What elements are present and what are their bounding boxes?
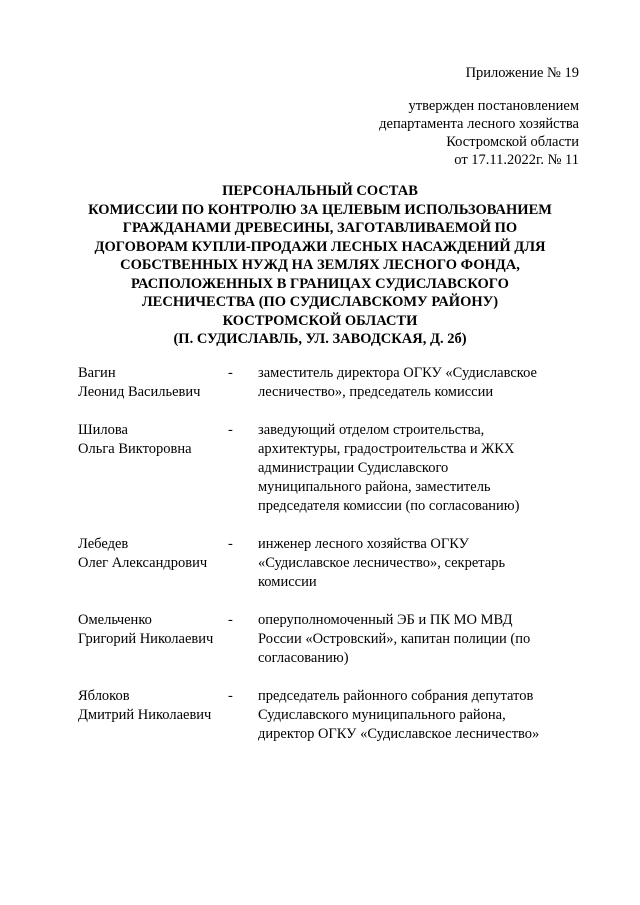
role-line: лесничество», председатель комиссии bbox=[258, 384, 494, 400]
dash-separator: - bbox=[228, 688, 233, 704]
role-line: Судиславского муниципального района, bbox=[258, 707, 506, 723]
member-surname: Шилова bbox=[78, 422, 128, 438]
approval-block bbox=[379, 97, 579, 169]
member-surname: Вагин bbox=[78, 365, 116, 381]
title-line: ДОГОВОРАМ КУПЛИ-ПРОДАЖИ ЛЕСНЫХ НАСАЖДЕНИЙ ДЛЯ bbox=[94, 238, 546, 255]
role-line: заведующий отделом строительства, bbox=[258, 422, 485, 438]
member-given-name: Григорий Николаевич bbox=[78, 631, 214, 647]
member-entry bbox=[78, 421, 578, 516]
role-line: председателя комиссии (по согласованию) bbox=[258, 498, 520, 514]
title-line: ГРАЖДАНАМИ ДРЕВЕСИНЫ, ЗАГОТАВЛИВАЕМОЙ ПО bbox=[122, 220, 518, 236]
role-line: председатель районного собрания депутатов bbox=[258, 688, 534, 704]
role-line: директор ОГКУ «Судиславское лесничество» bbox=[258, 726, 540, 742]
member-name bbox=[78, 687, 228, 744]
role-line: инженер лесного хозяйства ОГКУ bbox=[258, 536, 469, 552]
dash-separator: - bbox=[228, 536, 233, 552]
members-list bbox=[78, 364, 578, 763]
member-role bbox=[258, 421, 578, 516]
appendix-number: Приложение № 19 bbox=[465, 65, 579, 81]
member-given-name: Ольга Викторовна bbox=[78, 441, 192, 457]
title-line: КОМИССИИ ПО КОНТРОЛЮ ЗА ЦЕЛЕВЫМ ИСПОЛЬЗОВАНИЕМ bbox=[88, 201, 552, 218]
member-entry bbox=[78, 611, 578, 668]
member-role bbox=[258, 611, 578, 668]
role-line: оперуполномоченный ЭБ и ПК МО МВД bbox=[258, 612, 513, 628]
member-role bbox=[258, 364, 578, 402]
member-surname: Яблоков bbox=[78, 688, 130, 704]
approval-line: от 17.11.2022г. № 11 bbox=[454, 152, 579, 168]
member-name bbox=[78, 611, 228, 668]
document-title bbox=[60, 182, 580, 349]
title-line: ЛЕСНИЧЕСТВА (ПО СУДИСЛАВСКОМУ РАЙОНУ) bbox=[141, 294, 499, 310]
role-line: согласованию) bbox=[258, 650, 349, 666]
member-given-name: Леонид Васильевич bbox=[78, 384, 201, 400]
approval-line: утвержден постановлением bbox=[408, 98, 579, 114]
title-line: СОБСТВЕННЫХ НУЖД НА ЗЕМЛЯХ ЛЕСНОГО ФОНДА, bbox=[120, 257, 520, 273]
title-line: (П. СУДИСЛАВЛЬ, УЛ. ЗАВОДСКАЯ, Д. 2б) bbox=[173, 331, 467, 347]
member-name bbox=[78, 421, 228, 516]
role-line: комиссии bbox=[258, 574, 317, 590]
role-line: архитектуры, градостроительства и ЖКХ bbox=[258, 441, 515, 457]
member-given-name: Олег Александрович bbox=[78, 555, 208, 571]
member-entry bbox=[78, 364, 578, 402]
role-line: «Судиславское лесничество», секретарь bbox=[258, 555, 506, 571]
title-line: КОСТРОМСКОЙ ОБЛАСТИ bbox=[222, 312, 418, 329]
role-line: заместитель директора ОГКУ «Судиславское bbox=[258, 365, 537, 381]
title-line: РАСПОЛОЖЕННЫХ В ГРАНИЦАХ СУДИСЛАВСКОГО bbox=[131, 275, 509, 292]
title-line: ПЕРСОНАЛЬНЫЙ СОСТАВ bbox=[222, 183, 418, 199]
member-role bbox=[258, 535, 578, 592]
member-entry bbox=[78, 687, 578, 744]
dash-separator: - bbox=[228, 612, 233, 628]
approval-line: департамента лесного хозяйства bbox=[379, 116, 579, 132]
approval-line: Костромской области bbox=[446, 134, 579, 150]
member-given-name: Дмитрий Николаевич bbox=[78, 707, 212, 723]
member-entry bbox=[78, 535, 578, 592]
role-line: администрации Судиславского bbox=[258, 460, 449, 476]
role-line: муниципального района, заместитель bbox=[258, 479, 491, 495]
member-role bbox=[258, 687, 578, 744]
dash-separator: - bbox=[228, 422, 233, 438]
role-line: России «Островский», капитан полиции (по bbox=[258, 631, 531, 647]
member-name bbox=[78, 364, 228, 402]
member-surname: Лебедев bbox=[78, 536, 129, 552]
dash-separator: - bbox=[228, 365, 233, 381]
member-name bbox=[78, 535, 228, 592]
member-surname: Омельченко bbox=[78, 612, 152, 628]
